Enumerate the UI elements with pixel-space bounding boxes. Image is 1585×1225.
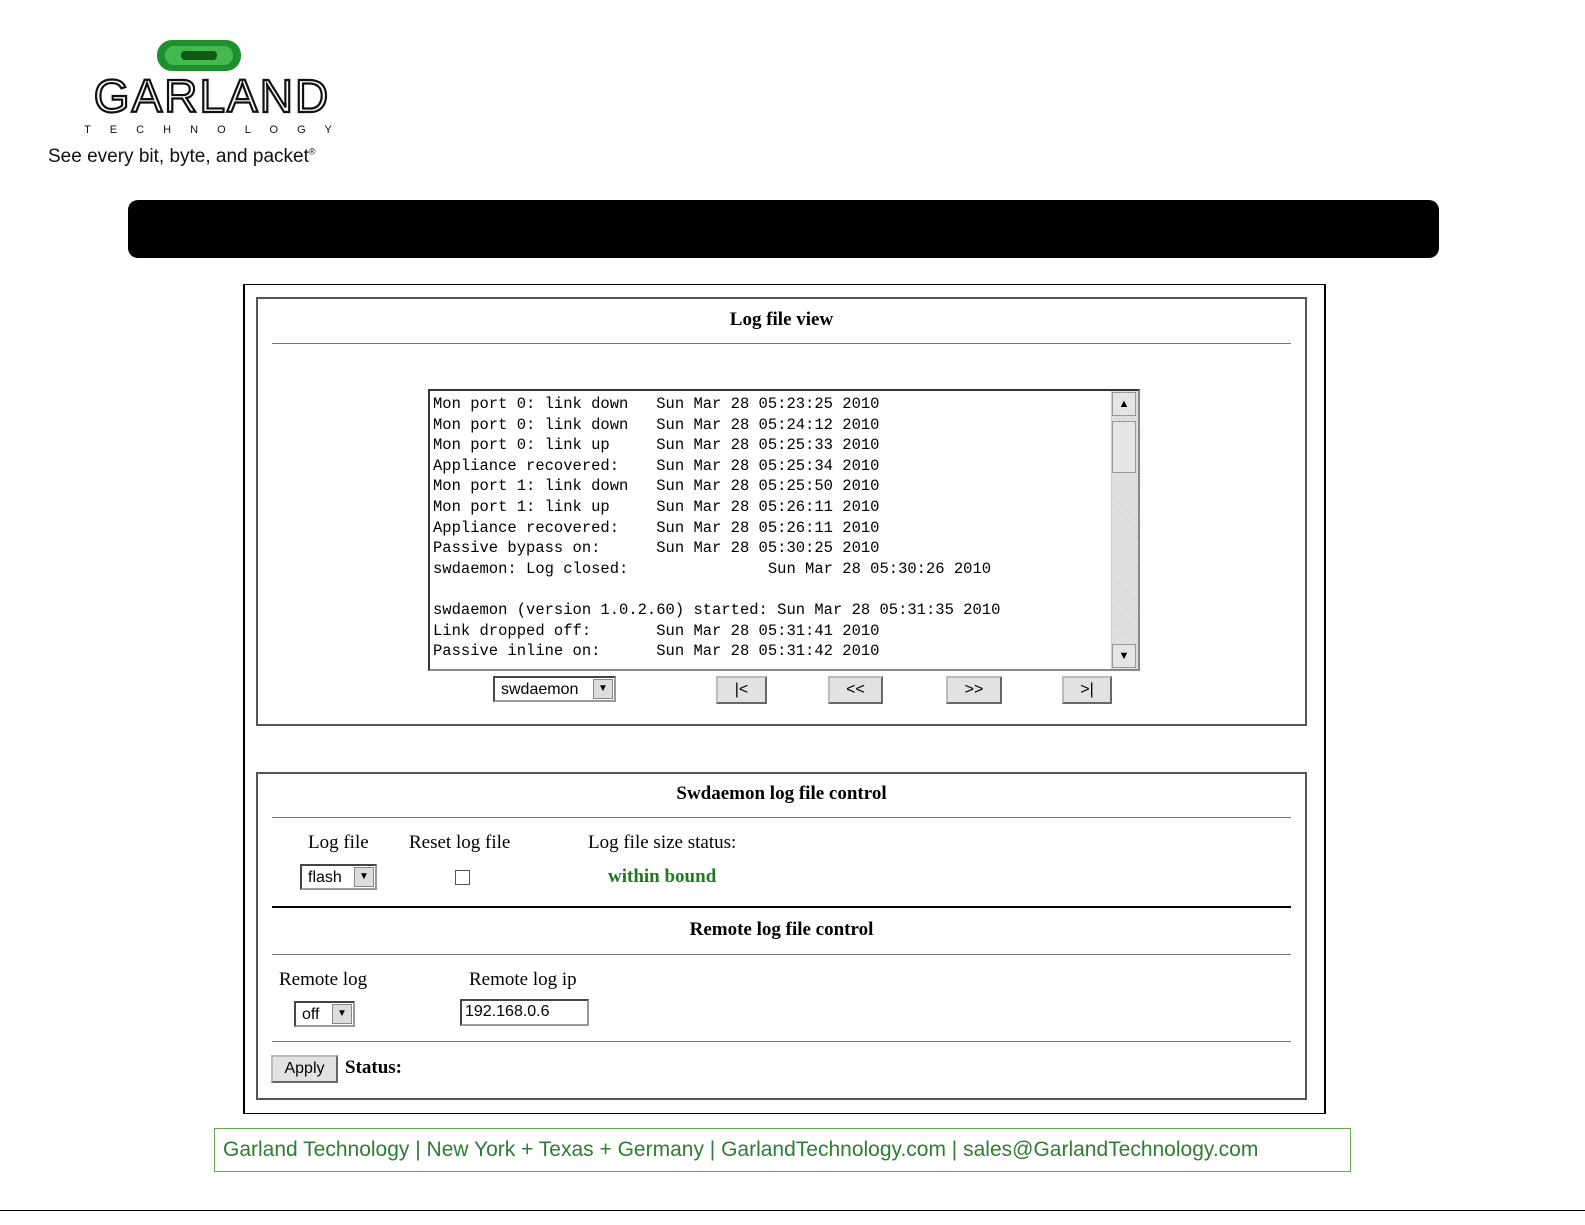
log-file-label: Log file [308,832,369,853]
footer-contact: Garland Technology | New York + Texas + Germany | GarlandTechnology.com | sales@GarlandTechnology.com [214,1128,1351,1172]
size-status-label: Log file size status: [588,832,737,853]
remote-ip-input[interactable]: 192.168.0.6 [460,999,589,1026]
logo-tagline: See every bit, byte, and packet® [48,146,316,167]
divider [272,954,1291,955]
logo-brand: GARLAND [93,70,331,122]
divider [272,1041,1291,1042]
log-source-value: swdaemon [501,681,579,698]
log-control-panel [256,772,1307,1100]
divider [272,343,1291,344]
logo-sub: T E C H N O L O G Y [84,124,340,136]
chevron-down-icon: ▼ [593,679,613,699]
garland-logo-graphic [40,38,385,143]
first-page-button[interactable]: |< [716,676,767,704]
remote-log-select[interactable] [294,1001,355,1027]
apply-button[interactable]: Apply [271,1055,338,1083]
garland-logo [40,38,385,178]
log-file-select[interactable] [300,864,377,890]
divider [272,817,1291,818]
log-view-panel [256,297,1307,726]
section-divider [272,906,1291,908]
scroll-thumb[interactable] [1112,421,1136,473]
log-view-title: Log file view [729,309,834,330]
remote-log-value: off [302,1006,320,1023]
size-status-value: within bound [608,866,717,887]
chevron-down-icon: ▼ [354,867,374,887]
log-textarea[interactable] [428,389,1140,671]
prev-page-button[interactable]: << [828,676,883,704]
log-text: Mon port 0: link down Sun Mar 28 05:23:25 2010 Mon port 0: link down Sun Mar 28 05:24:12 2010 Mon port 0: link up Sun Mar 28 05:25:33 2010 Appliance recovered: Sun Mar 28 05:25:34 2010 Mon port 1: link down Sun Mar 28 05:25:50 2010 Mon port 1: link up Sun Mar 28 05:26:11 2010 Appliance recovered: Sun Mar 28 05:26:11 2010 Passive bypass on: Sun Mar 28 05:30:25 2010 swdaemon: Log closed: Sun Mar 28 05:30:26 2010 swdaemon (version 1.0.2.60) started: Sun Mar 28 05:31:35 2010 Link dropped off: Sun Mar 28 05:31:41 2010 Passive inline on: Sun Mar 28 05:31:42 2010 [433,395,1001,661]
status-label: Status: [345,1057,403,1078]
header-banner [128,200,1439,258]
scroll-up-icon[interactable]: ▲ [1112,392,1136,416]
next-page-button[interactable]: >> [946,676,1002,704]
remote-ip-label: Remote log ip [469,969,577,990]
chevron-down-icon: ▼ [332,1004,352,1024]
log-source-select[interactable] [493,676,616,702]
log-file-value: flash [308,869,342,886]
screenshot-frame [243,284,1326,1114]
reset-log-label: Reset log file [409,832,511,853]
page-bottom-rule [0,1210,1585,1211]
reset-log-checkbox[interactable] [455,870,470,885]
log-control-title: Swdaemon log file control [676,783,887,804]
log-scrollbar[interactable] [1111,391,1138,669]
remote-control-title: Remote log file control [689,919,874,940]
last-page-button[interactable]: >| [1062,676,1112,704]
remote-log-label: Remote log [279,969,368,990]
scroll-down-icon[interactable]: ▼ [1112,644,1136,668]
